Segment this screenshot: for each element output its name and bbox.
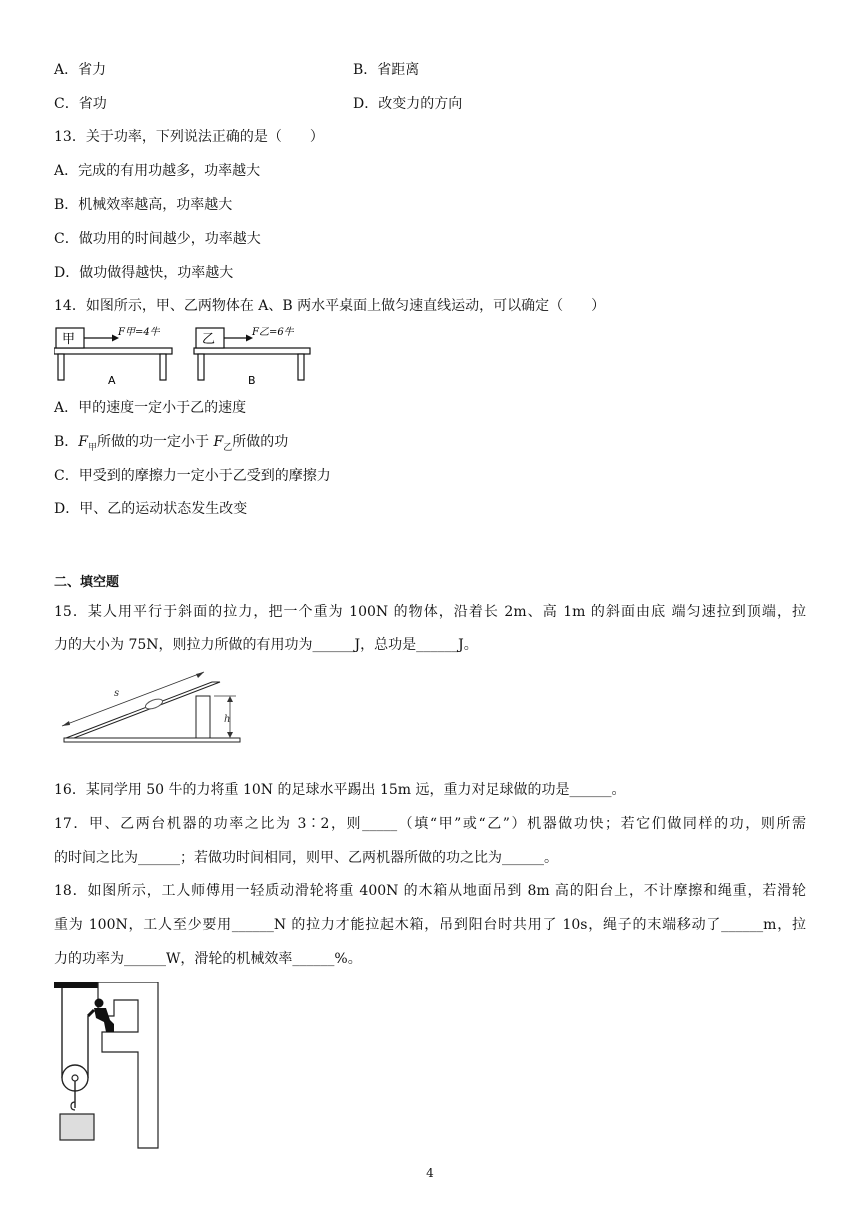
section-title: 二、填空题 [54,575,120,590]
q14-option-c: C．甲受到的摩擦力一定小于乙受到的摩擦力 [54,468,331,484]
page-number: 4 [426,1166,434,1180]
q12-option-d: D．改变力的方向 [353,96,463,112]
subscript-yi: 乙 [223,442,233,453]
q14-option-b-mid: 所做的功一定小于 [97,434,214,450]
pulley-axle [72,1075,78,1081]
q18-line1: 18．如图所示，工人师傅用一轻质动滑轮将重 400N 的木箱从地面吊到 8m 高的阳台上，不计摩擦和绳重，若滑轮 [54,883,806,899]
q15-incline-figure [54,668,244,746]
q12-option-a: A．省力 [54,62,107,78]
q13-stem: 13．关于功率，下列说法正确的是（ ） [54,129,324,145]
q12-option-c: C．省功 [54,96,107,112]
worker-arm [88,1010,94,1016]
table-b-leg-right [298,354,304,380]
q15-line2: 力的大小为 75N，则拉力所做的有用功为______J，总功是______J。 [54,637,478,653]
q14-option-b-end: 所做的功 [232,434,289,450]
box-jia-label: 甲 [62,332,76,347]
table-b-leg-left [198,354,204,380]
force-symbol: F [78,434,89,450]
force-a-label: F甲=4牛 [118,327,160,338]
q14-stem: 14．如图所示，甲、乙两物体在 A、B 两水平桌面上做匀速直线运动，可以确定（ ） [54,298,606,314]
q18-line2: 重为 100N，工人至少要用______N 的拉力才能拉起木箱，吊到阳台时共用了 10s，绳子的末端移动了______m，拉 [54,917,806,933]
q14-option-b [54,433,288,457]
q17-line1: 17．甲、乙两台机器的功率之比为 3∶2，则_____（填“甲”或“乙”）机器做功快；若它们做同样的功，则所需 [54,816,806,832]
table-b-label: B [248,374,256,387]
table-a-top [54,348,172,354]
table-a-leg-left [58,354,64,380]
q15-line1: 15．某人用平行于斜面的拉力，把一个重为 100N 的物体，沿着长 2m、高 1m 的斜面由底 端匀速拉到顶端，拉 [54,604,806,620]
q13-option-b: B．机械效率越高，功率越大 [54,197,233,213]
table-a-leg-right [160,354,166,380]
q14-figure [54,322,314,388]
q14-option-d: D．甲、乙的运动状态发生改变 [54,501,248,517]
force-symbol: F [213,434,224,450]
q13-option-c: C．做功用的时间越少，功率越大 [54,231,261,247]
ground [64,738,240,742]
length-label: s [114,688,120,699]
q18-pulley-figure [54,982,162,1152]
q14-option-b-prefix: B． [54,434,79,450]
q17-line2: 的时间之比为______；若做功时间相同，则甲、乙两机器所做的功之比为______。 [54,850,558,866]
worker-head [95,999,104,1008]
q14-option-a: A．甲的速度一定小于乙的速度 [54,400,247,416]
subscript-jia: 甲 [88,442,98,453]
q12-option-b: B．省距离 [353,62,420,78]
q16-text: 16．某同学用 50 牛的力将重 10N 的足球水平踢出 15m 远，重力对足球做的功是______。 [54,782,626,798]
height-label: h [224,714,231,725]
ceiling-beam [54,982,98,988]
support-post [196,696,210,738]
q18-line3: 力的功率为______W，滑轮的机械效率______%。 [54,951,362,967]
building [98,982,158,1148]
q13-option-a: A．完成的有用功越多，功率越大 [54,163,261,179]
crate [60,1114,94,1140]
table-b-top [194,348,310,354]
q13-option-d: D．做功做得越快，功率越大 [54,265,234,281]
box-yi-label: 乙 [202,332,216,347]
force-b-label: F乙=6牛 [252,327,294,338]
table-a-label: A [108,374,116,387]
